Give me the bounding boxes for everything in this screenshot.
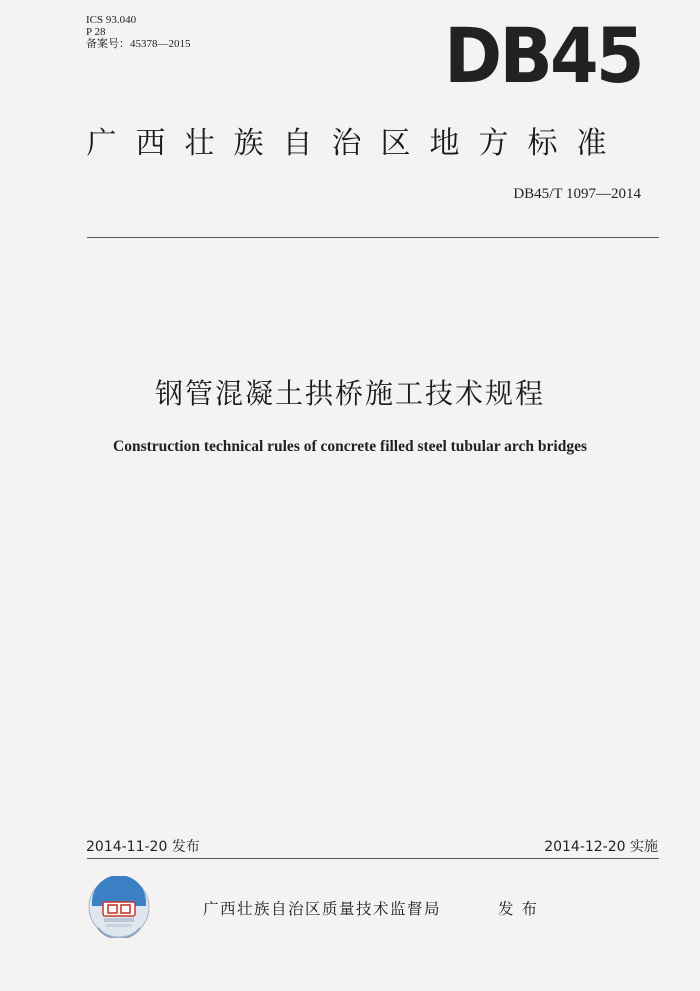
document-title-english: Construction technical rules of concrete filled steel tubular arch bridges — [113, 438, 587, 455]
issue-date: 2014-11-20 发布 — [86, 839, 200, 855]
standard-code: DB45/T 1097—2014 — [513, 186, 641, 202]
anti-counterfeit-seal-icon — [88, 876, 150, 938]
standard-type-heading: 广西壮族自治区地方标准 — [86, 126, 626, 161]
implementation-date: 2014-12-20 实施 — [544, 839, 658, 855]
standard-metadata — [86, 14, 191, 50]
top-divider — [87, 237, 659, 238]
classification-code: P 28 — [86, 26, 106, 38]
publish-label: 发布 — [498, 900, 546, 918]
document-title-chinese: 钢管混凝土拱桥施工技术规程 — [154, 377, 545, 410]
publishing-authority: 广西壮族自治区质量技术监督局 — [203, 900, 442, 918]
bottom-divider — [87, 858, 659, 859]
filing-number: 备案号：45378—2015 — [86, 38, 191, 50]
ics-code: ICS 93.040 — [86, 14, 137, 26]
db45-logo: DB45 — [444, 11, 642, 100]
